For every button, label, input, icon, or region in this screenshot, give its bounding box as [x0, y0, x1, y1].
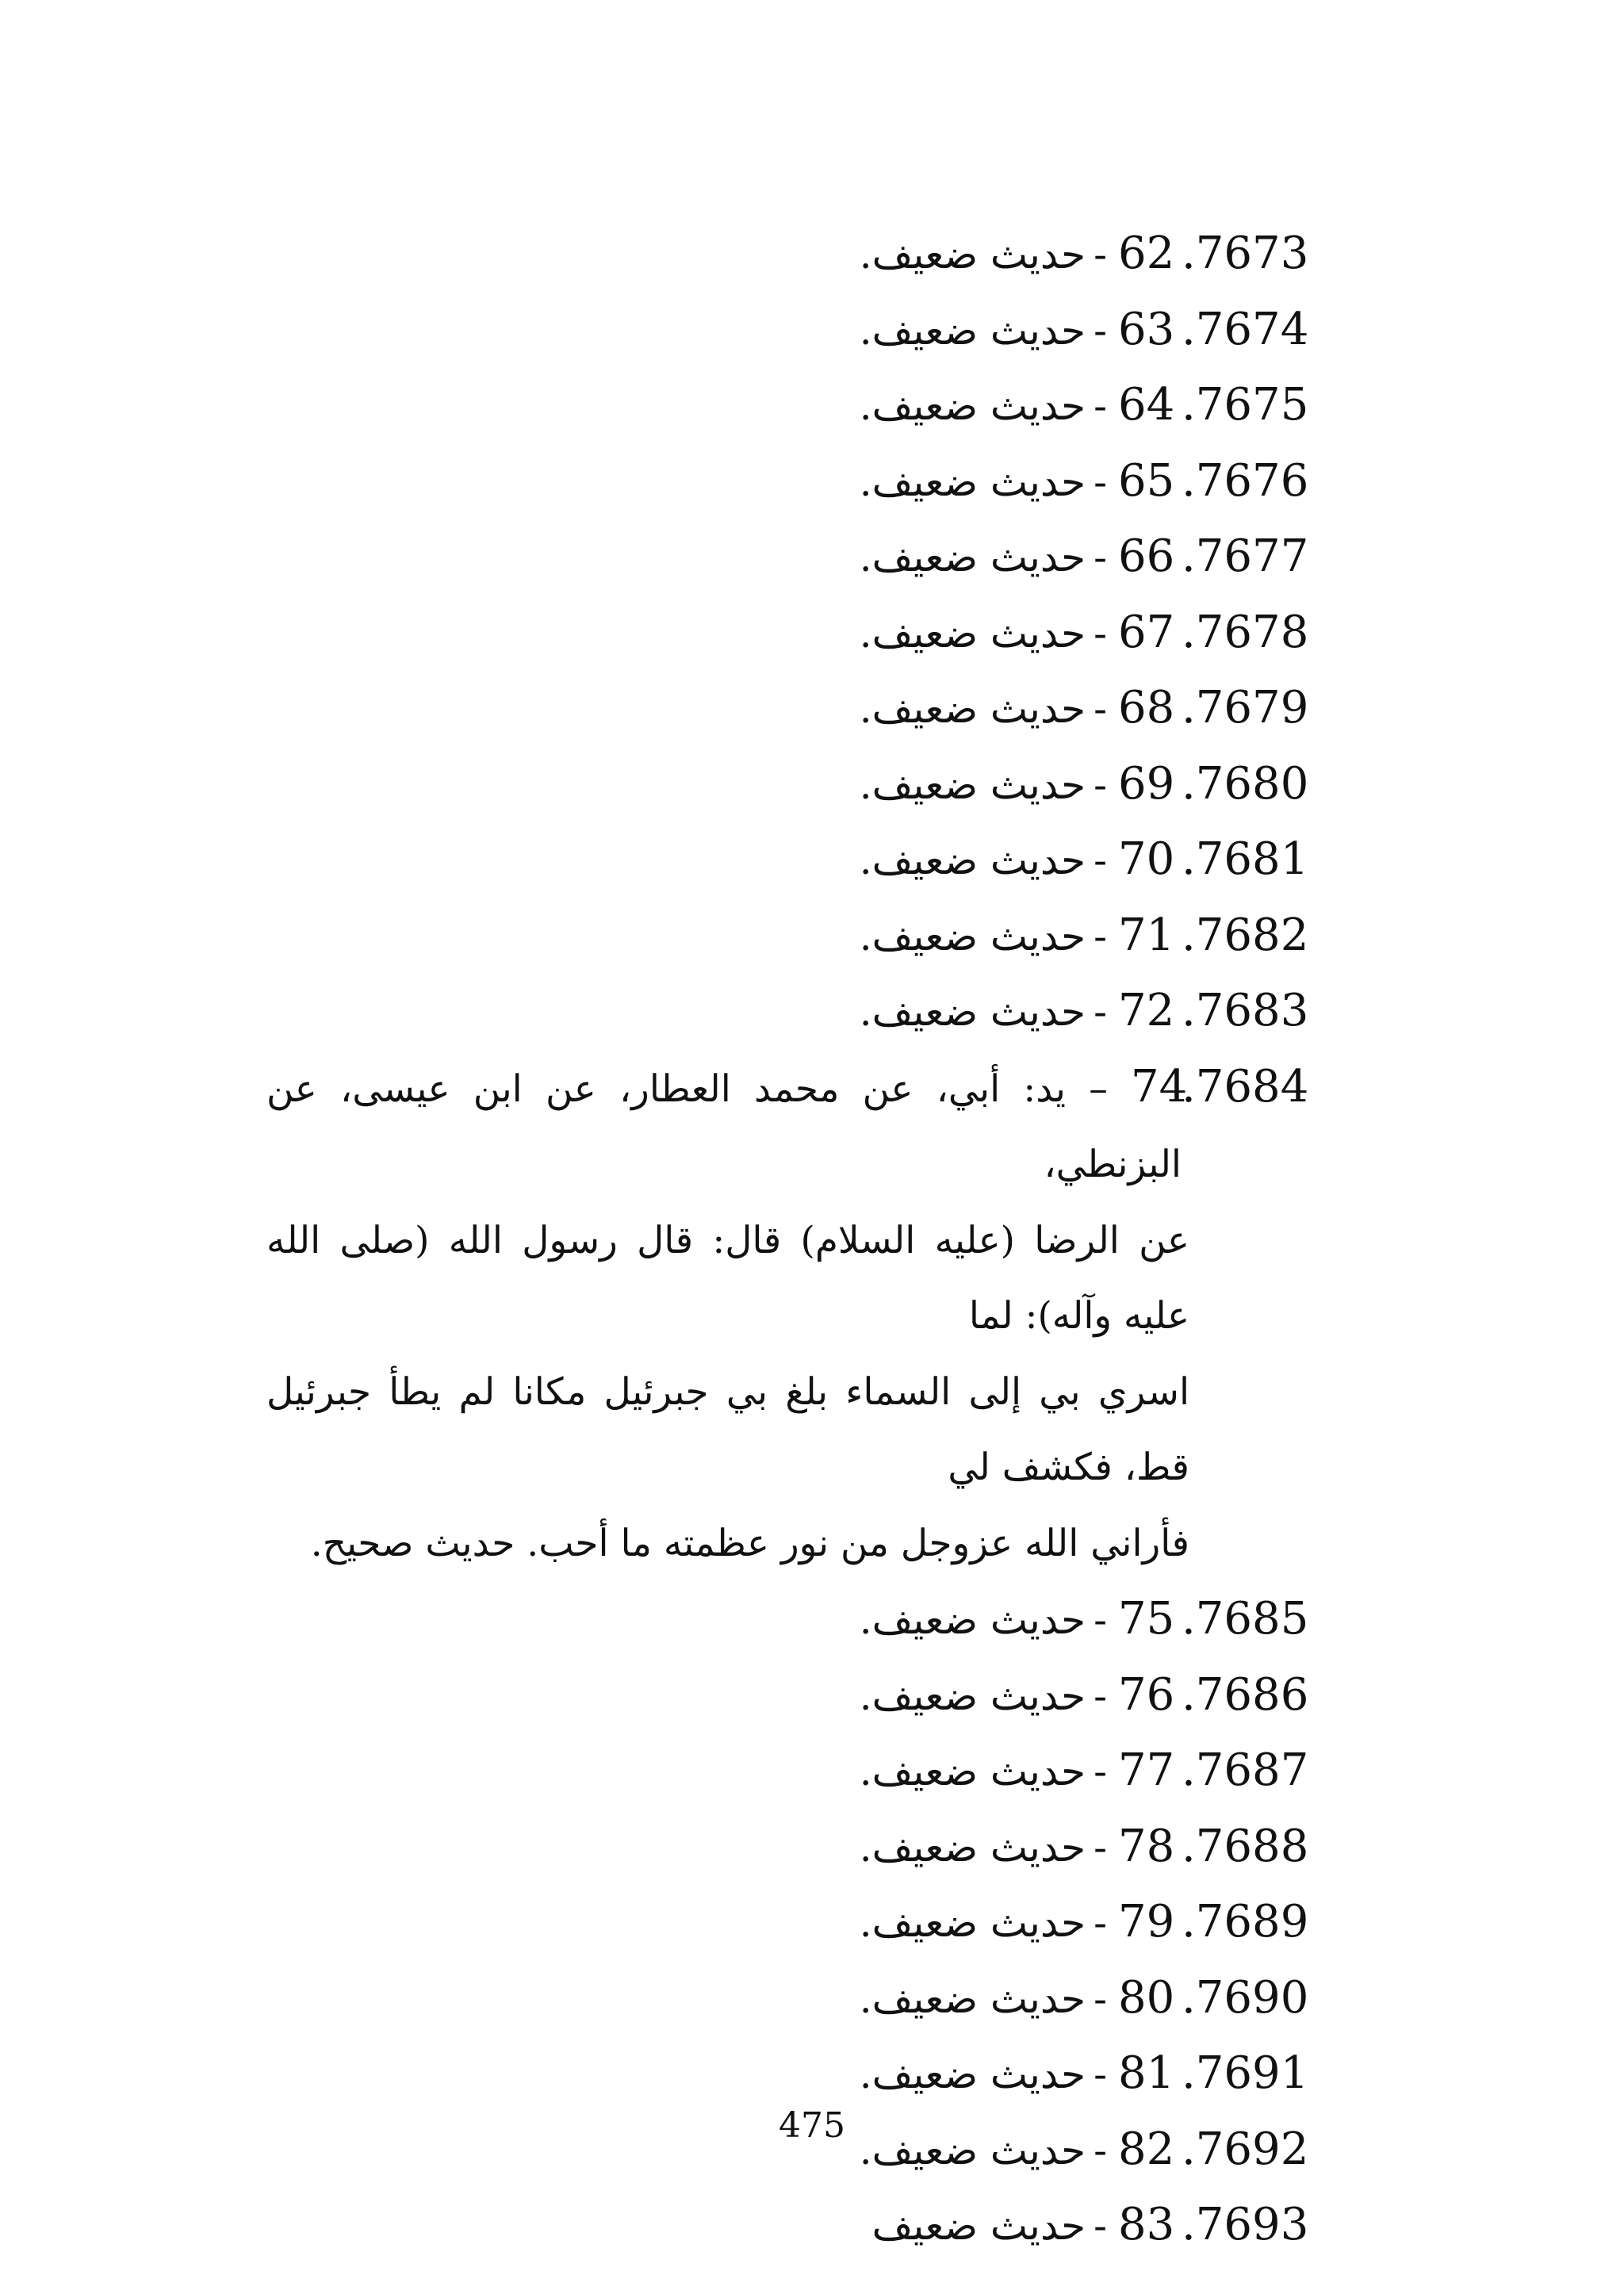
entry-grade: حديث ضعيف.: [859, 913, 1086, 959]
entry-text: [860, 1884, 1182, 1962]
entry-grade: حديث ضعيف.: [859, 534, 1086, 580]
entry-text: [860, 973, 1182, 1051]
entry-dash: -: [1094, 913, 1107, 959]
entry-number: .7673: [1182, 228, 1309, 279]
entry-subnumber: 80: [1118, 1971, 1175, 2024]
entry-grade: حديث ضعيف.: [859, 761, 1086, 808]
list-item: [266, 1960, 1309, 2036]
entry-text: [860, 670, 1182, 748]
entry-number: .7676: [1182, 454, 1309, 507]
entry-subnumber: 66: [1118, 530, 1175, 582]
list-item: [266, 216, 1309, 292]
entry-number: .7693: [1182, 2199, 1309, 2250]
entry-number: .7688: [1182, 1820, 1309, 1872]
entry-text: [860, 292, 1182, 370]
entry-grade: حديث ضعيف.: [859, 686, 1086, 732]
entry-subnumber: 79: [1118, 1896, 1175, 1947]
entry-text: [860, 821, 1182, 899]
list-item: [266, 1884, 1309, 1960]
entry-grade: حديث ضعيف.: [859, 989, 1086, 1035]
entry-dash: -: [1094, 458, 1107, 505]
list-item: [266, 898, 1309, 974]
entry-subnumber: 70: [1118, 833, 1175, 885]
entry-text: [860, 595, 1182, 672]
entry-subnumber: 81: [1118, 2047, 1175, 2099]
entry-line: اسري بي إلى السماء بلغ بي جبرئيل مكانا لم يطأ جبرئيل قط، فكشف لي: [266, 1369, 1189, 1489]
entry-grade: حديث ضعيف.: [859, 307, 1086, 354]
entry-number: .7684: [1182, 1060, 1309, 1113]
list-item: [266, 670, 1309, 746]
entry-grade: حديث ضعيف.: [859, 383, 1086, 429]
entry-line: عن الرضا (عليه السلام) قال: قال رسول الله (صلى الله عليه وآله): لما: [266, 1218, 1189, 1338]
list-item: [266, 2187, 1309, 2263]
entry-dash: -: [1094, 1900, 1107, 1946]
entry-text: [860, 1581, 1182, 1659]
entry-dash: -: [1094, 989, 1107, 1035]
list-item: [266, 1809, 1309, 1885]
entry-line: فأراني الله عزوجل من نور عظمته ما أحب. حديث صحيح.: [310, 1521, 1189, 1565]
entry-text: [266, 1049, 1189, 1582]
entry-grade: حديث ضعيف.: [859, 1900, 1086, 1946]
entry-text: [860, 216, 1182, 293]
entry-dash: -: [1094, 761, 1107, 808]
list-item: [266, 292, 1309, 368]
list-item: [266, 1733, 1309, 1809]
entry-text: [860, 1960, 1182, 2038]
entry-number: .7683: [1182, 985, 1309, 1036]
entry-number: .7675: [1182, 379, 1309, 431]
list-item: [266, 367, 1309, 443]
entry-subnumber: 68: [1118, 682, 1175, 733]
list-item: [266, 746, 1309, 822]
hadith-list: [266, 216, 1309, 2263]
entry-text: [860, 1809, 1182, 1886]
entry-grade: حديث ضعيف.: [859, 232, 1086, 278]
entry-subnumber: 75: [1118, 1593, 1175, 1645]
entry-dash: -: [1094, 1975, 1107, 2022]
entry-dash: -: [1094, 837, 1107, 883]
entry-grade: حديث ضعيف.: [859, 1748, 1086, 1794]
entry-subnumber: 77: [1118, 1744, 1175, 1796]
entry-number: .7678: [1182, 606, 1309, 658]
entry-dash: -: [1094, 2051, 1107, 2097]
entry-grade: حديث ضعيف.: [859, 1672, 1086, 1719]
entry-grade: حديث ضعيف: [871, 2203, 1086, 2249]
entry-grade: حديث ضعيف.: [859, 2127, 1086, 2173]
entry-subnumber: 71: [1118, 909, 1175, 961]
entry-text: [860, 367, 1182, 445]
list-item: [266, 2035, 1309, 2112]
entry-dash: -: [1094, 307, 1107, 354]
entry-subnumber: 74: [1131, 1060, 1188, 1113]
entry-subnumber: 78: [1118, 1820, 1175, 1872]
entry-grade: حديث ضعيف.: [859, 1824, 1086, 1871]
entry-line: [266, 1049, 1188, 1203]
entry-number: .7674: [1182, 303, 1309, 355]
entry-subnumber: 63: [1118, 303, 1175, 355]
entry-number: .7690: [1182, 1971, 1309, 2024]
entry-dash: -: [1094, 534, 1107, 580]
entry-number: .7680: [1182, 757, 1309, 810]
list-item: [266, 595, 1309, 671]
entry-number: .7691: [1182, 2047, 1309, 2099]
list-item: [266, 443, 1309, 519]
list-item-long: [266, 1049, 1309, 1582]
entry-dash: -: [1094, 610, 1107, 657]
entry-grade: حديث ضعيف.: [859, 1597, 1086, 1643]
entry-subnumber: 82: [1118, 2123, 1175, 2175]
entry-dash: -: [1094, 686, 1107, 732]
entry-dash: -: [1094, 2127, 1107, 2173]
entry-text: [860, 519, 1182, 596]
entry-line-text: – يد: أبي، عن محمد العطار، عن ابن عيسى، عن البزنطي،: [266, 1067, 1182, 1186]
entry-number: .7685: [1182, 1593, 1309, 1645]
entry-subnumber: 72: [1118, 985, 1175, 1036]
entry-subnumber: 69: [1118, 757, 1175, 810]
entry-subnumber: 65: [1118, 454, 1175, 507]
entry-number: .7686: [1182, 1668, 1309, 1721]
list-item: [266, 821, 1309, 898]
list-item: [266, 519, 1309, 595]
entry-grade: حديث ضعيف.: [859, 458, 1086, 505]
entry-text: [860, 746, 1182, 824]
entry-grade: حديث ضعيف.: [859, 837, 1086, 883]
entry-text: [872, 2187, 1182, 2265]
list-item: [266, 1657, 1309, 1733]
entry-dash: -: [1094, 1597, 1107, 1643]
entry-subnumber: 64: [1118, 379, 1175, 431]
entry-subnumber: 62: [1118, 228, 1175, 279]
entry-number: .7677: [1182, 530, 1309, 582]
entry-text: [860, 2035, 1182, 2113]
entry-text: [860, 1733, 1182, 1810]
list-item: [266, 973, 1309, 1049]
entry-dash: -: [1094, 1672, 1107, 1719]
entry-subnumber: 67: [1118, 606, 1175, 658]
entry-number: .7681: [1182, 833, 1309, 885]
entry-number: .7687: [1182, 1744, 1309, 1796]
entry-dash: -: [1094, 232, 1107, 278]
list-item: [266, 1581, 1309, 1657]
entry-text: [860, 443, 1182, 521]
entry-text: [860, 898, 1182, 975]
entry-subnumber: 76: [1118, 1668, 1175, 1721]
entry-grade: حديث ضعيف.: [859, 1975, 1086, 2022]
entry-grade: حديث ضعيف.: [859, 2051, 1086, 2097]
entry-number: .7682: [1182, 909, 1309, 961]
entry-dash: -: [1094, 1824, 1107, 1871]
entry-dash: -: [1094, 2203, 1107, 2249]
entry-dash: -: [1094, 1748, 1107, 1794]
entry-grade: حديث ضعيف.: [859, 610, 1086, 657]
entry-dash: -: [1094, 383, 1107, 429]
entry-number: .7689: [1182, 1896, 1309, 1947]
entry-number: .7679: [1182, 682, 1309, 733]
entry-subnumber: 83: [1118, 2199, 1175, 2250]
entry-number: .7692: [1182, 2123, 1309, 2175]
entry-text: [860, 1657, 1182, 1735]
page-number: 475: [779, 2105, 845, 2146]
